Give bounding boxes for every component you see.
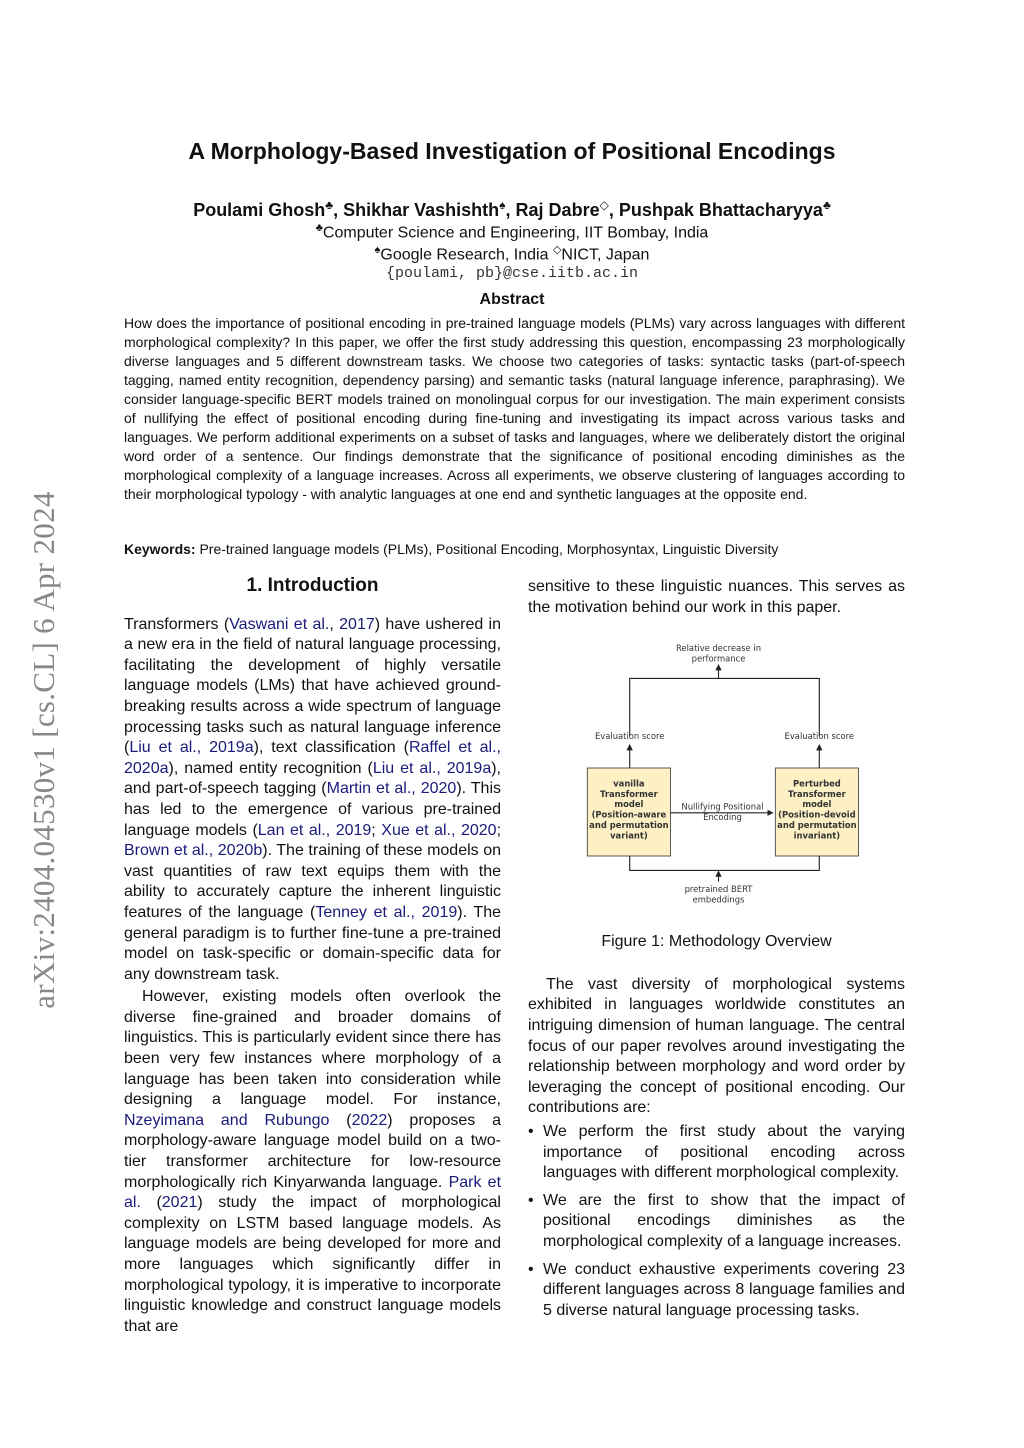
- vanilla-box-label: model: [614, 799, 644, 810]
- right-evaluation-label: Evaluation score: [784, 731, 855, 742]
- perturbed-box-label: Transformer: [788, 788, 846, 799]
- paragraph-text: (: [140, 1194, 162, 1212]
- relative-decrease-label: performance: [691, 653, 746, 664]
- paragraph-text: (: [329, 1111, 352, 1129]
- citation-link[interactable]: Tenney et al., 2019: [315, 903, 458, 921]
- abstract-heading: Abstract: [479, 291, 545, 308]
- citation-link[interactable]: Liu et al., 2019a: [129, 739, 254, 757]
- paragraph-text: ). This has led to the emergence of various pre-trained language models (: [124, 780, 502, 839]
- citation-link[interactable]: 2021: [161, 1194, 198, 1212]
- intro-paragraph-continued: sensitive to these linguistic nuances. This serves as the motivation behind our work in this paper.: [528, 578, 905, 616]
- left-column: [124, 576, 501, 1337]
- author-separator: ,: [505, 200, 516, 220]
- paragraph-text: ). The training of these models on vast quantities of raw text equips them with the ability to accurately capture the inherent linguistic features of the language (: [124, 842, 502, 921]
- citation-link[interactable]: Park et al.: [124, 1173, 502, 1212]
- author-affiliation-mark: ♠: [499, 198, 506, 212]
- abstract-text: How does the importance of positional encoding in pre-trained language models (PLMs) vary across languages with different morphological complexity? In this paper, we offer the first study addressing this question, encompassing 23 morphologically diverse languages and 5 different downstream tasks. We choose two categories of tasks: syntactic tasks (part-of-speech tagging, named entity recognition, dependency parsing) and semantic tasks (natural language inference, paraphrasing). We consider language-specific BERT models trained on monolingual corpus for our investigation. The main experiment consists of nullifying the effect of positional encoding during fine-tuning and investigating its impact across various tasks and languages. We perform additional experiments on a subset of tasks and languages, where we deliberately distort the original word order of a sentence. Our findings demonstrate that the significance of positional encoding diminishes as the morphological complexity of a language increases. Across all experiments, we observe clustering of languages according to their morphological typology - with analytic languages at one end and synthetic languages at the opposite end.: [124, 315, 905, 502]
- perturbed-box-label: (Position-devoid: [778, 809, 856, 820]
- vanilla-box-label: and permutation: [589, 820, 669, 831]
- author-separator: ,: [333, 200, 344, 220]
- left-evaluation-label: Evaluation score: [594, 731, 665, 742]
- bottom-embeddings-label: pretrained BERT: [684, 884, 753, 895]
- paragraph-text: ). The general paradigm is to further fine-tune a pre-trained model on task-specific or domain-specific data for any downstream task.: [124, 903, 501, 983]
- author-separator: ,: [608, 200, 619, 220]
- vanilla-box-label: variant): [610, 830, 648, 841]
- paragraph-text: ;: [496, 821, 502, 839]
- author-affiliation-mark: ♣: [325, 198, 334, 212]
- paragraph-text: ), and part-of-speech tagging (: [124, 759, 501, 798]
- paragraph-text: ) study the impact of morphological complexity on LSTM based language models. As language models are being developed for more and more languages which significantly differ in morphological typology, it is imperative to incorporate linguistic knowledge and construct language models that are: [124, 1194, 501, 1335]
- perturbed-box-label: and permutation: [777, 820, 857, 831]
- keywords: [124, 540, 905, 559]
- perturbed-box-label: model: [802, 799, 832, 810]
- relative-decrease-label: Relative decrease in: [675, 643, 762, 654]
- paragraph-text: ) have ushered in a new era in the field of natural language processing, facilitating the development of highly versatile language models (LMs) that have achieved ground-breaking results across a wide spectrum of language processing tasks such as natural language inference (: [124, 615, 502, 757]
- citation-link[interactable]: Lan et al., 2019: [257, 821, 372, 839]
- perturbed-box-label: Perturbed: [792, 778, 841, 789]
- citation-link[interactable]: Martin et al., 2020: [326, 780, 457, 798]
- contribution-item: • We perform the first study about the varying importance of positional encoding across languages with different morphological complexity.: [528, 1122, 905, 1184]
- right-column: [528, 577, 905, 1328]
- figure-caption: Figure 1: Methodology Overview: [601, 933, 832, 951]
- contribution-item: • We are the first to show that the impact of positional encodings diminishes as the morphological complexity of a language increases.: [528, 1191, 905, 1253]
- citation-link[interactable]: Brown et al., 2020b: [124, 842, 263, 860]
- paragraph-text: ;: [371, 821, 382, 839]
- vanilla-box-label: Transformer: [600, 788, 658, 799]
- paragraph-text: ), text classification (: [253, 739, 409, 757]
- top-bracket-line: [630, 679, 820, 737]
- author-name: Pushpak Bhattacharyya: [618, 200, 823, 220]
- author-name: Raj Dabre: [515, 200, 600, 220]
- citation-link[interactable]: Raffel et al., 2020a: [124, 739, 501, 777]
- author-affiliation-mark: ♣: [822, 198, 831, 212]
- vanilla-box-label: (Position-aware: [591, 809, 667, 820]
- paragraph-text: Transformers (: [124, 615, 230, 633]
- author-affiliation-mark: ◇: [599, 198, 609, 212]
- paragraph-text: ) proposes a morphology-aware language model build on a two-tier transformer architecture for low-resource morphologically rich Kinyarwanda language.: [124, 1111, 502, 1191]
- bottom-embeddings-label: embeddings: [692, 894, 745, 905]
- citation-link[interactable]: Nzeyimana and Rubungo: [124, 1111, 330, 1129]
- author-email: {poulami, pb}@cse.iitb.ac.in: [385, 265, 639, 282]
- contribution-item: • We conduct exhaustive experiments covering 23 different languages across 8 language families and 5 diverse natural language processing tasks.: [528, 1260, 905, 1322]
- vanilla-box-label: vanilla: [613, 778, 645, 789]
- author-list: [0, 198, 1024, 221]
- arxiv-id: arXiv:2404.04530v1 [cs.CL] 6 Apr 2024: [26, 491, 61, 1009]
- author-name: Poulami Ghosh: [193, 200, 326, 220]
- intro-paragraph-2: [124, 987, 501, 1337]
- methodology-diagram: [528, 640, 905, 912]
- nullifying-label: Encoding: [703, 812, 742, 823]
- keywords-label: Keywords:: [124, 541, 196, 557]
- affiliation-google-nict: ♠Google Research, India ◇NICT, Japan: [374, 244, 650, 264]
- paper-title: A Morphology-Based Investigation of Positional Encodings: [188, 138, 836, 164]
- citation-link[interactable]: Liu et al., 2019a: [372, 759, 492, 777]
- nullifying-label: Nullifying Positional: [681, 801, 764, 812]
- perturbed-box-label: invariant): [793, 830, 841, 841]
- citation-link[interactable]: 2017: [339, 615, 375, 633]
- paragraph-text: However, existing models often overlook the diverse fine-grained and broader domains of linguistics. This is particularly evident since there has been very few instances where morphology of a language has been taken into consideration while designing a language model. For instance,: [124, 988, 501, 1109]
- arxiv-sidebar-stamp: [26, 460, 62, 1040]
- bottom-bracket-line: [630, 856, 820, 870]
- affiliation-iitb: ♣Computer Science and Engineering, IIT Bombay, India: [315, 222, 709, 242]
- paragraph-text: ), named entity recognition (: [168, 759, 373, 777]
- paragraph-text: ,: [329, 615, 340, 633]
- intro-paragraph-contributions: The vast diversity of morphological systems exhibited in languages worldwide constitutes an intriguing dimension of human language. The central focus of our paper revolves around investigating the relationship between morphology and word order by leveraging the concept of positional encoding. Our contributions are:: [528, 975, 905, 1117]
- intro-paragraph-1: [124, 615, 501, 986]
- section-heading-introduction: 1. Introduction: [246, 575, 379, 596]
- contributions-list: [528, 1122, 905, 1321]
- keywords-text: Pre-trained language models (PLMs), Positional Encoding, Morphosyntax, Linguistic Diversity: [199, 541, 779, 557]
- citation-link[interactable]: 2022: [351, 1111, 388, 1129]
- citation-link[interactable]: Xue et al., 2020: [381, 821, 497, 839]
- author-name: Shikhar Vashishth: [343, 200, 500, 220]
- citation-link[interactable]: Vaswani et al.: [229, 615, 330, 633]
- figure-methodology: [528, 640, 905, 912]
